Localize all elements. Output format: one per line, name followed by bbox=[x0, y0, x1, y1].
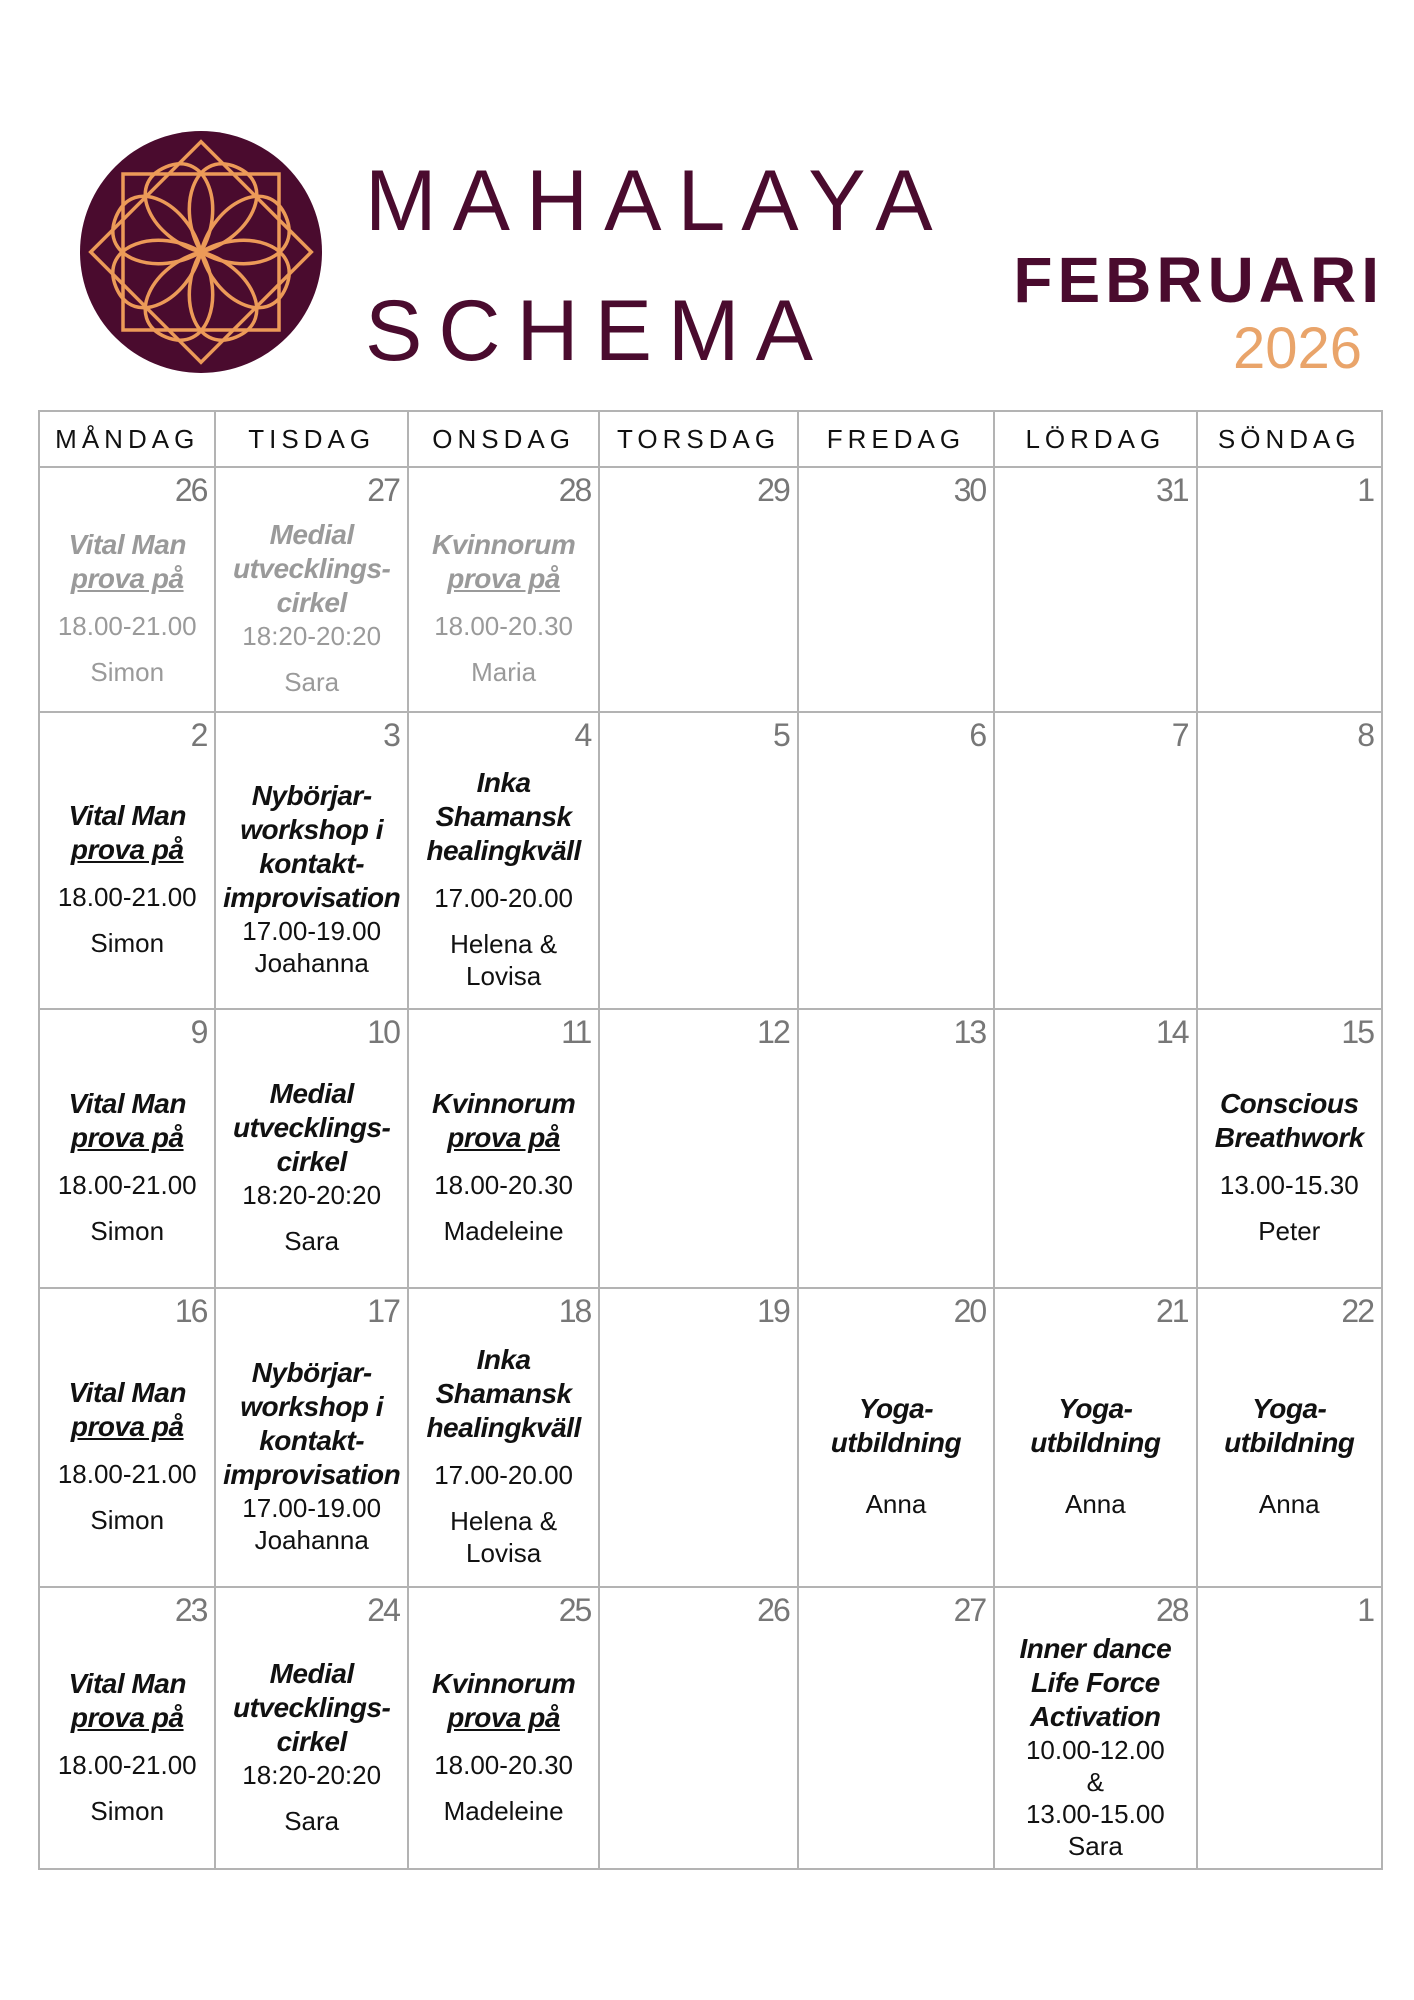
event-detail: Simon bbox=[90, 1504, 165, 1535]
event-detail: 18.00-20.30 bbox=[434, 1169, 573, 1200]
event bbox=[799, 753, 993, 1004]
event bbox=[995, 1050, 1195, 1283]
event-detail: Lovisa bbox=[466, 1537, 542, 1568]
day-cell[interactable] bbox=[216, 1289, 408, 1588]
event-detail: Helena & bbox=[450, 928, 558, 959]
day-cell[interactable] bbox=[1198, 1588, 1381, 1870]
event-detail: Sara bbox=[1067, 1831, 1123, 1861]
day-number: 31 bbox=[1155, 472, 1188, 508]
day-cell[interactable] bbox=[799, 1588, 995, 1870]
event-detail: Madeleine bbox=[443, 1796, 564, 1826]
event bbox=[799, 508, 993, 707]
event-detail: Anna bbox=[1258, 1488, 1320, 1519]
event-title: Inka bbox=[476, 766, 531, 798]
day-number: 20 bbox=[953, 1293, 986, 1329]
day-cell[interactable] bbox=[995, 1588, 1197, 1870]
event-title: Nybörjar- bbox=[251, 1356, 372, 1388]
day-number: 14 bbox=[1155, 1014, 1188, 1050]
event-title: Medial bbox=[269, 1658, 354, 1689]
event-link[interactable]: prova på bbox=[70, 833, 184, 865]
event-detail: 13.00-15.00 bbox=[1025, 1799, 1165, 1829]
event-detail: 18:20-20:20 bbox=[242, 1179, 382, 1210]
event-title: Kvinnorum bbox=[431, 1087, 576, 1119]
event-title: Breathwork bbox=[1214, 1121, 1364, 1153]
day-number: 10 bbox=[367, 1014, 399, 1050]
day-cell[interactable] bbox=[995, 713, 1197, 1010]
event bbox=[1198, 1050, 1381, 1283]
event-title: Inner dance bbox=[1019, 1633, 1172, 1664]
event-detail: 10.00-12.00 bbox=[1025, 1735, 1165, 1765]
day-number: 4 bbox=[574, 717, 591, 753]
event bbox=[995, 1628, 1195, 1866]
event-title: Shamansk bbox=[435, 800, 572, 832]
mahalaya-logo bbox=[80, 131, 322, 373]
event bbox=[40, 508, 214, 707]
day-cell[interactable] bbox=[1198, 1010, 1381, 1289]
event-detail: Joahanna bbox=[254, 1524, 369, 1555]
event-title: workshop i bbox=[240, 1390, 384, 1422]
event bbox=[600, 1628, 796, 1866]
event-title: Medial bbox=[269, 1077, 354, 1109]
day-number: 2 bbox=[190, 717, 207, 753]
event-detail: & bbox=[1086, 1767, 1105, 1797]
event-title: utvecklings- bbox=[232, 1692, 391, 1723]
event-detail: 13.00-15.30 bbox=[1219, 1169, 1359, 1200]
event-title: Yoga- bbox=[1058, 1392, 1133, 1424]
event-link[interactable]: prova på bbox=[70, 1410, 184, 1442]
week-row bbox=[40, 468, 1381, 713]
event-link[interactable]: prova på bbox=[70, 1121, 184, 1153]
day-cell[interactable] bbox=[40, 1289, 216, 1588]
day-number: 18 bbox=[558, 1293, 591, 1329]
event-title: healingkväll bbox=[426, 1411, 581, 1443]
event-title: cirkel bbox=[276, 1726, 347, 1757]
event-detail: Helena & bbox=[450, 1505, 558, 1536]
weekday-header: TISDAG bbox=[216, 412, 408, 468]
event bbox=[216, 1050, 406, 1283]
event bbox=[409, 508, 598, 707]
weekday-header: SÖNDAG bbox=[1198, 412, 1381, 468]
day-cell[interactable] bbox=[600, 1010, 798, 1289]
year-title: 2026 bbox=[1232, 316, 1362, 381]
event-detail: Simon bbox=[90, 1215, 165, 1246]
event-detail: 18:20-20:20 bbox=[242, 1760, 382, 1790]
event bbox=[40, 1050, 214, 1283]
event bbox=[216, 753, 406, 1004]
event-detail: Sara bbox=[284, 1806, 340, 1836]
event bbox=[1198, 508, 1381, 707]
day-cell[interactable] bbox=[409, 1588, 600, 1870]
event-link[interactable]: prova på bbox=[447, 1702, 560, 1733]
event-title: utbildning bbox=[830, 1426, 962, 1458]
weekday-header: FREDAG bbox=[799, 412, 995, 468]
day-number: 1 bbox=[1357, 472, 1373, 508]
day-number: 13 bbox=[953, 1014, 986, 1050]
event bbox=[995, 753, 1195, 1004]
day-cell[interactable] bbox=[995, 1010, 1197, 1289]
event-title: Yoga- bbox=[858, 1392, 934, 1424]
event bbox=[409, 753, 598, 1004]
event-detail: 18:20-20:20 bbox=[242, 620, 382, 651]
event bbox=[995, 1329, 1195, 1582]
brand-title-line2: SCHEMA bbox=[365, 283, 829, 379]
event bbox=[1198, 753, 1381, 1004]
event-detail: Joahanna bbox=[254, 947, 369, 978]
event bbox=[799, 1050, 993, 1283]
day-number: 1 bbox=[1357, 1592, 1373, 1628]
event-title: cirkel bbox=[276, 586, 347, 618]
event-detail: Lovisa bbox=[466, 960, 542, 991]
day-number: 19 bbox=[757, 1293, 789, 1329]
day-number: 9 bbox=[190, 1014, 207, 1050]
lotus-mandala-icon bbox=[80, 131, 322, 373]
day-number: 26 bbox=[174, 472, 207, 508]
event-detail: Madeleine bbox=[443, 1215, 564, 1246]
calendar-grid bbox=[38, 410, 1383, 1870]
day-number: 22 bbox=[1341, 1293, 1373, 1329]
event-detail: 18.00-21.00 bbox=[57, 1169, 197, 1200]
day-number: 15 bbox=[1341, 1014, 1373, 1050]
event-link[interactable]: prova på bbox=[447, 1121, 560, 1153]
event-title: Shamansk bbox=[435, 1377, 572, 1409]
event-title: Life Force bbox=[1030, 1667, 1160, 1698]
event-title: workshop i bbox=[240, 813, 384, 845]
day-cell[interactable] bbox=[799, 713, 995, 1010]
event bbox=[216, 508, 406, 707]
event-detail: Maria bbox=[471, 656, 537, 687]
event-detail: 18.00-21.00 bbox=[57, 610, 197, 641]
day-number: 26 bbox=[757, 1592, 789, 1628]
event bbox=[409, 1628, 598, 1866]
event bbox=[600, 508, 796, 707]
event-title: Yoga- bbox=[1252, 1392, 1327, 1424]
day-number: 27 bbox=[367, 472, 399, 508]
event-detail: 18.00-21.00 bbox=[57, 881, 197, 912]
day-number: 17 bbox=[367, 1293, 399, 1329]
event-title: utbildning bbox=[1224, 1426, 1355, 1458]
week-row bbox=[40, 713, 1381, 1010]
event bbox=[40, 1329, 214, 1582]
event-title: Kvinnorum bbox=[431, 528, 576, 560]
event-detail: Sara bbox=[284, 666, 340, 697]
event-title: improvisation bbox=[223, 881, 401, 913]
day-cell[interactable] bbox=[600, 1588, 798, 1870]
event-link[interactable]: prova på bbox=[447, 562, 560, 594]
day-cell[interactable] bbox=[216, 468, 408, 713]
event-title: Vital Man bbox=[68, 1376, 186, 1408]
day-cell[interactable] bbox=[40, 1010, 216, 1289]
event-detail: 17.00-19.00 bbox=[242, 915, 382, 946]
event-detail: 17.00-20.00 bbox=[434, 882, 573, 913]
event bbox=[40, 753, 214, 1004]
event-title: utvecklings- bbox=[232, 552, 391, 584]
event bbox=[1198, 1329, 1381, 1582]
event bbox=[409, 1050, 598, 1283]
event-title: Vital Man bbox=[68, 1668, 186, 1699]
day-number: 27 bbox=[953, 1592, 986, 1628]
event-title: Kvinnorum bbox=[431, 1668, 576, 1699]
event-detail: Simon bbox=[90, 1796, 165, 1826]
day-cell[interactable] bbox=[600, 713, 798, 1010]
day-cell[interactable] bbox=[216, 1010, 408, 1289]
event-detail: Sara bbox=[284, 1225, 340, 1256]
event-title: Medial bbox=[269, 518, 354, 550]
day-number: 30 bbox=[953, 472, 986, 508]
event bbox=[216, 1628, 406, 1866]
event-detail: 17.00-20.00 bbox=[434, 1459, 573, 1490]
event-detail: Anna bbox=[865, 1488, 927, 1519]
event-detail: Anna bbox=[1064, 1488, 1126, 1519]
event bbox=[216, 1329, 406, 1582]
day-number: 6 bbox=[969, 717, 986, 753]
event bbox=[600, 1050, 796, 1283]
day-cell[interactable] bbox=[600, 468, 798, 713]
event-detail: Simon bbox=[90, 656, 165, 687]
event bbox=[1198, 1628, 1381, 1866]
event-detail: 18.00-20.30 bbox=[434, 610, 573, 641]
week-row bbox=[40, 1289, 1381, 1588]
weekday-header: LÖRDAG bbox=[995, 412, 1197, 468]
event-title: utbildning bbox=[1030, 1426, 1161, 1458]
event-detail: 17.00-19.00 bbox=[242, 1492, 382, 1523]
brand-title-line1: MAHALAYA bbox=[365, 153, 949, 249]
day-cell[interactable] bbox=[40, 1588, 216, 1870]
day-number: 5 bbox=[772, 717, 789, 753]
weekday-header: MÅNDAG bbox=[40, 412, 216, 468]
day-cell[interactable] bbox=[799, 1010, 995, 1289]
day-cell[interactable] bbox=[799, 468, 995, 713]
day-cell[interactable] bbox=[216, 1588, 408, 1870]
event-link[interactable]: prova på bbox=[70, 562, 184, 594]
event bbox=[600, 753, 796, 1004]
day-number: 23 bbox=[174, 1592, 207, 1628]
day-cell[interactable] bbox=[995, 1289, 1197, 1588]
event-title: Vital Man bbox=[68, 1087, 186, 1119]
day-cell[interactable] bbox=[995, 468, 1197, 713]
event-title: cirkel bbox=[276, 1145, 347, 1177]
day-number: 7 bbox=[1171, 717, 1188, 753]
day-cell[interactable] bbox=[216, 713, 408, 1010]
event-title: Inka bbox=[476, 1343, 531, 1375]
day-number: 28 bbox=[558, 472, 591, 508]
day-cell[interactable] bbox=[409, 1289, 600, 1588]
day-cell[interactable] bbox=[1198, 713, 1381, 1010]
event bbox=[409, 1329, 598, 1582]
day-cell[interactable] bbox=[409, 468, 600, 713]
event-title: Conscious bbox=[1219, 1087, 1359, 1119]
event-detail: 18.00-20.30 bbox=[434, 1750, 573, 1780]
week-row bbox=[40, 1010, 1381, 1289]
event-title: Activation bbox=[1030, 1701, 1161, 1732]
event-detail: 18.00-21.00 bbox=[57, 1458, 197, 1489]
event-link[interactable]: prova på bbox=[70, 1702, 184, 1733]
event-detail: Peter bbox=[1258, 1215, 1321, 1246]
event-title: healingkväll bbox=[426, 834, 581, 866]
event bbox=[799, 1628, 993, 1866]
day-number: 24 bbox=[367, 1592, 399, 1628]
weekday-header: ONSDAG bbox=[409, 412, 600, 468]
day-cell[interactable] bbox=[600, 1289, 798, 1588]
day-number: 8 bbox=[1357, 717, 1373, 753]
day-number: 12 bbox=[757, 1014, 789, 1050]
day-number: 25 bbox=[558, 1592, 591, 1628]
event bbox=[600, 1329, 796, 1582]
weekday-header: TORSDAG bbox=[600, 412, 798, 468]
weekday-header-row bbox=[40, 412, 1381, 468]
event bbox=[995, 508, 1195, 707]
day-cell[interactable] bbox=[40, 713, 216, 1010]
event-title: kontakt- bbox=[259, 1424, 365, 1456]
event-title: Vital Man bbox=[68, 799, 186, 831]
event bbox=[40, 1628, 214, 1866]
event-title: kontakt- bbox=[259, 847, 365, 879]
month-title: FEBRUARI bbox=[1013, 244, 1384, 316]
day-number: 21 bbox=[1155, 1293, 1188, 1329]
event-detail: 18.00-21.00 bbox=[57, 1750, 197, 1780]
week-row bbox=[40, 1588, 1381, 1870]
day-number: 3 bbox=[383, 717, 399, 753]
day-cell[interactable] bbox=[1198, 468, 1381, 713]
day-cell[interactable] bbox=[1198, 1289, 1381, 1588]
day-number: 29 bbox=[757, 472, 789, 508]
day-cell[interactable] bbox=[40, 468, 216, 713]
event-title: utvecklings- bbox=[232, 1111, 391, 1143]
day-cell[interactable] bbox=[799, 1289, 995, 1588]
day-number: 16 bbox=[174, 1293, 207, 1329]
day-cell[interactable] bbox=[409, 713, 600, 1010]
day-number: 28 bbox=[1155, 1592, 1188, 1628]
event-detail: Simon bbox=[90, 927, 165, 958]
event bbox=[799, 1329, 993, 1582]
day-cell[interactable] bbox=[409, 1010, 600, 1289]
event-title: Nybörjar- bbox=[251, 779, 372, 811]
day-number: 11 bbox=[561, 1014, 591, 1050]
event-title: Vital Man bbox=[68, 528, 186, 560]
event-title: improvisation bbox=[223, 1458, 401, 1490]
